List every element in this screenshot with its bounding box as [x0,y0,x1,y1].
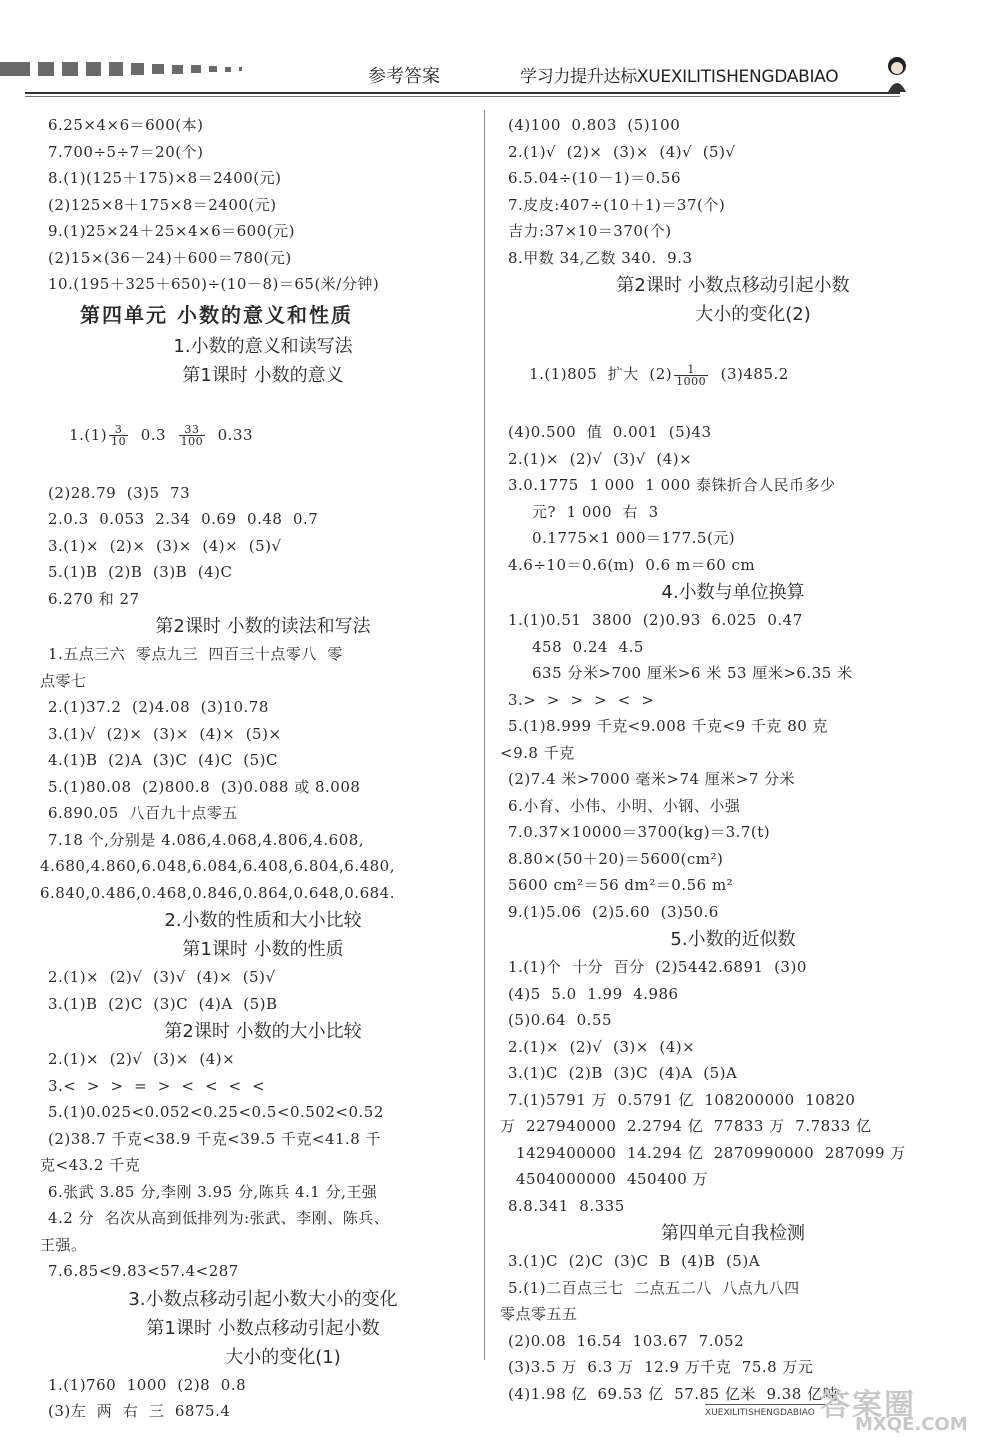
answer-line: (2)15×(36－24)＋600＝780(元) [48,248,292,267]
answer-line: 6.25×4×6＝600(本) [48,116,204,134]
answer-line: (3)左 两 右 三 6875.4 [48,1402,231,1420]
answer-line: 2.(1)37.2 (2)4.08 (3)10.78 [48,698,269,716]
answer-line: (5)0.64 0.55 [508,1011,613,1029]
answer-line: 王强。 [40,1235,87,1254]
answer-line: 5.(1)0.025<0.052<0.25<0.5<0.502<0.52 [48,1103,384,1121]
answer-line: 1429400000 14.294 亿 2870990000 287099 万 [516,1143,906,1162]
answer-line: 4.680,4.860,6.048,6.084,6.408,6.804,6.480, [40,857,395,875]
answer-line: 1.五点三六 零点九三 四百三十点零八 零 [48,645,343,663]
header-rule [25,92,900,94]
answer-line: 4.6÷10＝0.6(m) 0.6 m＝60 cm [508,555,756,574]
fraction: $\frac{1}{1000}$ [676,362,707,388]
answer-line: 万 227940000 2.2794 亿 77833 万 7.7833 亿 [500,1117,872,1135]
answer-line: 5.(1)80.08 (2)800.8 (3)0.088 或 8.008 [48,777,361,796]
answer-line: 3.0.1775 1 000 1 000 泰铢折合人民币多少 [508,476,836,494]
answer-line: 458 0.24 4.5 [532,637,644,656]
section-heading: 5.小数的近似数 [670,929,796,950]
answer-line: 4.(1)B (2)A (3)C (4)C (5)C [48,751,278,769]
girl-mascot-icon [882,52,912,92]
answer-line: 克<43.2 千克 [40,1156,141,1174]
answer-line: 3.< > > = > < < < < [48,1076,266,1095]
answer-line: 5600 cm²＝56 dm²＝0.56 m² [508,876,734,894]
answer-line: 5.(1)8.999 千克<9.008 千克<9 千克 80 克 [508,717,829,735]
answer-line: (2)28.79 (3)5 73 [48,483,191,502]
fraction: $\frac{3}{10}$ [111,423,127,448]
answer-line: 元? 1 000 右 3 [532,502,659,521]
section-heading: 2.小数的性质和大小比较 [164,910,362,931]
answer-line: 2.(1)× (2)√ (3)× (4)× [508,1037,696,1056]
header-subtitle: 学习力提升达标XUEXILITISHENGDABIAO [520,67,839,87]
answer-line: 8.(1)(125＋175)×8＝2400(元) [48,169,282,187]
answer-line: (3)3.5 万 6.3 万 12.9 万千克 75.8 万元 [508,1358,814,1376]
lesson-heading-cont: 大小的变化(2) [695,304,811,325]
answer-line: 6.840,0.486,0.468,0.846,0.864,0.648,0.684. [40,883,395,902]
page-header [0,0,1000,100]
answer-line: 1.(1)个 十分 百分 (2)5442.6891 (3)0 [508,958,807,976]
section-heading: 第四单元自我检测 [661,1223,805,1244]
answer-line: 6.890.05 八百九十点零五 [48,804,238,822]
answer-line: 3.(1)× (2)× (3)× (4)× (5)√ [48,536,282,555]
footer-brand: XUEXILITISHENGDABIAO [705,1408,815,1418]
answer-line: 1.(1)0.51 3800 (2)0.93 6.025 0.47 [508,611,803,629]
watermark-url: MXQE.COM [855,1414,968,1435]
lesson-heading-cont: 大小的变化(1) [225,1346,341,1368]
answer-line: 3.(1)C (2)C (3)C B (4)B (5)A [508,1252,761,1270]
lesson-heading: 第1课时 小数点移动引起小数 [146,1317,380,1339]
lesson-heading: 第2课时 小数的大小比较 [164,1021,362,1042]
answer-line: (4)100 0.803 (5)100 [508,116,681,134]
answer-line: 5.(1)B (2)B (3)B (4)C [48,563,233,581]
answer-line: 8.80×(50＋20)＝5600(cm²) [508,849,724,868]
footer-rule [705,1404,825,1405]
answer-line: 2.(1)× (2)√ (3)√ (4)× [508,449,693,468]
answer-line: 7.(1)5791 万 0.5791 亿 108200000 10820 [508,1090,856,1109]
answer-line: 6.5.04÷(10－1)＝0.56 [508,169,682,187]
answer-line: (2)0.08 16.54 103.67 7.052 [508,1331,745,1350]
answer-line: 7.皮皮:407÷(10＋1)＝37(个) [508,195,726,214]
answer-line: (2)7.4 米>7000 毫米>74 厘米>7 分米 [508,770,796,788]
header-rule-thin [25,96,900,97]
answer-line: (4)1.98 亿 69.53 亿 57.85 亿米 9.38 亿吨 [508,1384,839,1403]
section-heading: 4.小数与单位换算 [661,582,805,603]
answer-line: 7.6.85<9.83<57.4<287 [48,1262,239,1280]
answer-line: 5.(1)二百点三七 二点五二八 八点九八四 [508,1278,800,1297]
answer-line: 6.小育、小伟、小明、小钢、小强 [508,796,741,815]
answer-line: 8.8.341 8.335 [508,1196,625,1215]
answer-line: (2)38.7 千克<38.9 千克<39.5 千克<41.8 千 [48,1129,382,1148]
section-heading: 3.小数点移动引起小数大小的变化 [128,1288,398,1310]
answer-line: (2)125×8＋175×8＝2400(元) [48,195,277,214]
answer-line: 3.(1)√ (2)× (3)× (4)× (5)× [48,724,282,743]
answer-line: 8.甲数 34,乙数 340. 9.3 [508,248,693,267]
answer-line: 635 分米>700 厘米>6 米 53 厘米>6.35 米 [532,664,853,682]
page-footer [700,1380,1000,1440]
unit-heading: 第四单元 小数的意义和性质 [80,302,353,327]
answer-line: (4)5 5.0 1.99 4.986 [508,984,679,1003]
answer-line: (4)0.500 值 0.001 (5)43 [508,423,712,441]
answer-line: 10.(195＋325＋650)÷(10－8)＝65(米/分钟) [48,275,380,293]
header-decoration [0,62,242,76]
answer-line: 1.(1)760 1000 (2)8 0.8 [48,1375,247,1394]
lesson-heading: 第1课时 小数的性质 [182,939,344,960]
column-divider [484,110,485,1360]
watermark-logo: 答案圈 [820,1388,916,1423]
right-column [500,112,958,1407]
answer-line-fractions: 1.(1)805 扩大 (2) $\frac{1}{1000}$ (3)485.2 [529,362,789,388]
answer-line: 点零七 [40,671,87,690]
answer-line: 3.(1)B (2)C (3)C (4)A (5)B [48,994,278,1013]
answer-line: 3.(1)C (2)B (3)C (4)A (5)A [508,1064,738,1082]
answer-line: 2.(1)√ (2)× (3)× (4)√ (5)√ [508,142,736,161]
answer-line: <9.8 千克 [500,743,575,762]
section-heading: 1.小数的意义和读写法 [173,335,353,357]
lesson-heading: 第1课时 小数的意义 [182,364,344,386]
lesson-heading: 第2课时 小数的读法和写法 [155,616,371,637]
answer-line: 9.(1)25×24＋25×4×6＝600(元) [48,222,295,240]
answer-line-fractions: 1.(1) $\frac{3}{10}$ 0.3 $\frac{33}{100}$ 0.33 [69,423,254,448]
answer-line: 4.2 分 名次从高到低排列为:张武、李刚、陈兵、 [48,1209,390,1227]
answer-line: 2.(1)× (2)√ (3)√ (4)× (5)√ [48,968,276,986]
answer-line: 吉力:37×10＝370(个) [508,222,672,240]
header-title: 参考答案 [368,66,440,87]
answer-line: 4504000000 450400 万 [516,1170,708,1188]
answer-line: 零点零五五 [500,1305,578,1323]
answer-line: 7.700÷5÷7＝20(个) [48,142,204,161]
lesson-heading: 第2课时 小数点移动引起小数 [616,275,850,296]
fraction: $\frac{33}{100}$ [180,423,204,448]
answer-line: 6.张武 3.85 分,李刚 3.95 分,陈兵 4.1 分,王强 [48,1182,378,1201]
answer-line: 2.0.3 0.053 2.34 0.69 0.48 0.7 [48,510,319,528]
answer-line: 3.> > > > < > [508,690,655,709]
left-column [40,112,478,1425]
answer-line: 2.(1)× (2)√ (3)× (4)× [48,1050,236,1068]
answer-line: 0.1775×1 000＝177.5(元) [532,529,736,547]
answer-line: 6.270 和 27 [48,589,140,608]
answer-line: 7.18 个,分别是 4.086,4.068,4.806,4.608, [48,830,365,849]
answer-line: 7.0.37×10000＝3700(kg)＝3.7(t) [508,823,771,841]
answer-line: 9.(1)5.06 (2)5.60 (3)50.6 [508,902,719,921]
